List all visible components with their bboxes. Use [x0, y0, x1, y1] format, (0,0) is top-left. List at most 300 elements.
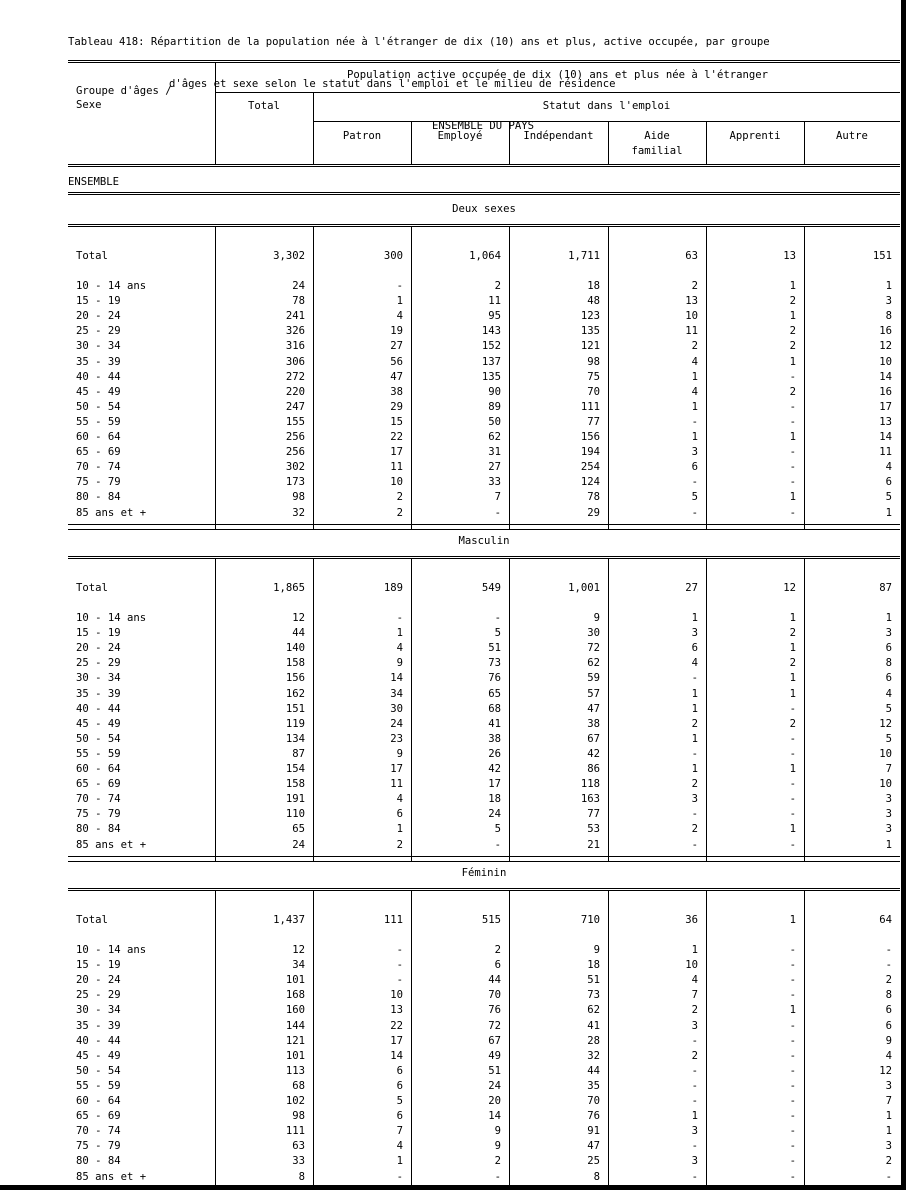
table-row-value: 10	[879, 747, 892, 760]
table-row-value: 73	[587, 989, 600, 1002]
table-row-label: 55 - 59	[76, 747, 121, 760]
table-row-value: 98	[292, 491, 305, 504]
table-row-value: 1	[789, 823, 796, 836]
table-row-value: 13	[390, 1004, 403, 1017]
table-row-value: 12	[879, 1064, 892, 1077]
table-row-value: 24	[488, 808, 501, 821]
table-row-value: 6	[396, 1079, 403, 1092]
table-row-value: 10	[685, 310, 698, 323]
table-row-value: -	[789, 989, 796, 1002]
table-row-value: 1	[691, 687, 698, 700]
table-row-label: 40 - 44	[76, 370, 121, 383]
table-row-value: 156	[580, 431, 600, 443]
table-row-value: 72	[488, 1019, 501, 1032]
table-row-value: 254	[580, 461, 600, 474]
table-row-value: 3	[691, 1019, 698, 1032]
table-row-value: 5	[885, 491, 892, 504]
table-row-value: 4	[396, 642, 403, 655]
group-title: Population active occupée de dix (10) ans et plus née à l'étranger	[347, 69, 768, 81]
table-row-label: 40 - 44	[76, 702, 121, 715]
table-row-value: 14	[390, 672, 403, 685]
table-row-label: 85 ans et +	[76, 838, 147, 851]
table-row-value: 4	[691, 385, 698, 398]
section-rule	[68, 224, 900, 227]
total-row-value: 1,001	[568, 582, 600, 594]
table-row-value: 62	[488, 431, 501, 443]
table-row-value: 158	[285, 778, 305, 791]
table-row-value: 241	[285, 310, 305, 323]
table-row-label: 65 - 69	[76, 446, 121, 459]
table-row-value: 173	[285, 476, 305, 489]
total-row-value: 36	[685, 914, 698, 926]
table-row-label: 25 - 29	[76, 325, 121, 338]
table-row-label: 15 - 19	[76, 295, 121, 308]
table-row-value: 3	[885, 808, 892, 821]
table-row-value: 1	[396, 823, 403, 836]
table-row-value: 86	[587, 763, 600, 775]
table-row-value: -	[396, 1170, 403, 1183]
table-row-value: 12	[292, 944, 305, 956]
table-row-value: 111	[580, 400, 600, 413]
table-row-value: 6	[885, 672, 892, 685]
table-row-value: 1	[789, 642, 796, 655]
table-row-value: -	[691, 808, 698, 821]
table-row-value: 8	[298, 1170, 305, 1183]
section-bottom-rule	[68, 861, 900, 862]
table-row-value: 1	[789, 431, 796, 443]
table-row-value: -	[789, 446, 796, 459]
table-row-value: 18	[587, 280, 600, 292]
col-header-aide: Aide	[644, 130, 670, 142]
table-row-value: -	[885, 1170, 892, 1183]
table-row-value: 47	[587, 1140, 600, 1153]
table-row-value: 2	[396, 838, 403, 851]
table-row-value: 9	[885, 1034, 892, 1047]
table-row-value: 6	[691, 461, 698, 474]
table-row-label: 60 - 64	[76, 431, 121, 443]
table-row-value: 2	[691, 778, 698, 791]
table-row-value: 57	[587, 687, 600, 700]
table-row-value: 163	[580, 793, 600, 806]
table-row-value: 9	[494, 1140, 501, 1153]
table-row-value: 9	[396, 747, 403, 760]
table-row-label: 60 - 64	[76, 763, 121, 775]
table-row-value: -	[885, 944, 892, 956]
total-row-value: 1,865	[273, 582, 305, 594]
table-row-value: 48	[587, 295, 600, 308]
table-row-value: 77	[587, 415, 600, 428]
table-row-value: -	[789, 1125, 796, 1138]
table-row-value: 1	[396, 1155, 403, 1168]
table-row-value: 158	[285, 657, 305, 670]
table-row-value: -	[396, 974, 403, 987]
table-row-value: -	[789, 1140, 796, 1153]
table-row-value: 3	[885, 295, 892, 308]
table-row-label: 30 - 34	[76, 340, 121, 353]
table-row-value: 33	[292, 1155, 305, 1168]
table-row-value: 102	[285, 1095, 305, 1107]
table-row-value: 137	[481, 355, 501, 368]
table-row-label: 70 - 74	[76, 793, 121, 806]
col-header-autre: Autre	[836, 130, 868, 142]
table-row-value: 44	[587, 1064, 600, 1077]
header-top-rule	[68, 60, 900, 63]
table-row-value: 10	[390, 476, 403, 489]
table-row-value: 8	[885, 989, 892, 1002]
table-row-value: 98	[587, 355, 600, 368]
table-row-value: 111	[285, 1125, 305, 1138]
table-row-value: 151	[285, 702, 305, 715]
col-header-employe: Employé	[437, 130, 483, 142]
table-row-value: 25	[587, 1155, 600, 1168]
table-row-value: 14	[879, 370, 892, 383]
table-row-value: 65	[292, 823, 305, 836]
table-row-value: 11	[390, 461, 403, 474]
table-row-label: 80 - 84	[76, 491, 121, 504]
table-row-value: 34	[390, 687, 403, 700]
table-row-value: -	[691, 1064, 698, 1077]
status-title: Statut dans l'emploi	[542, 100, 671, 112]
table-row-value: 1	[691, 732, 698, 745]
table-row-label: 10 - 14 ans	[76, 280, 147, 292]
table-row-label: 55 - 59	[76, 415, 121, 428]
table-row-value: 6	[396, 1110, 403, 1123]
table-row-value: 1	[396, 295, 403, 308]
table-row-value: 51	[488, 642, 501, 655]
table-row-value: -	[691, 1170, 698, 1183]
table-row-value: 2	[396, 506, 403, 519]
table-row-value: 42	[587, 747, 600, 760]
table-row-label: 10 - 14 ans	[76, 612, 147, 624]
table-row-value: 1	[789, 310, 796, 323]
table-row-label: 25 - 29	[76, 657, 121, 670]
table-row-value: -	[789, 370, 796, 383]
table-row-value: 12	[879, 717, 892, 730]
table-row-label: 25 - 29	[76, 989, 121, 1002]
table-row-label: 35 - 39	[76, 1019, 121, 1032]
section-bottom-rule	[68, 529, 900, 530]
table-row-value: 3	[691, 627, 698, 640]
table-row-value: -	[691, 1079, 698, 1092]
table-row-value: 6	[494, 959, 501, 972]
table-row-value: 113	[285, 1064, 305, 1077]
table-row-value: 7	[885, 763, 892, 775]
table-row-value: 41	[587, 1019, 600, 1032]
table-row-value: 3	[691, 793, 698, 806]
table-row-value: 2	[691, 280, 698, 292]
table-row-label: 50 - 54	[76, 400, 121, 413]
table-row-label: 50 - 54	[76, 732, 121, 745]
table-row-value: -	[789, 944, 796, 956]
table-row-label: 40 - 44	[76, 1034, 121, 1047]
table-row-value: 29	[587, 506, 600, 519]
table-row-value: 3	[885, 823, 892, 836]
table-row-value: -	[789, 400, 796, 413]
table-row-value: 34	[292, 959, 305, 972]
table-row-value: 6	[885, 476, 892, 489]
table-row-value: 73	[488, 657, 501, 670]
total-row-value: 3,302	[273, 250, 305, 262]
table-row-value: 38	[587, 717, 600, 730]
table-row-value: 7	[691, 989, 698, 1002]
total-row-value: 64	[879, 914, 892, 926]
table-row-value: 4	[396, 310, 403, 323]
table-row-value: 10	[879, 355, 892, 368]
table-row-value: 27	[488, 461, 501, 474]
row-label-header: Groupe d'âges /	[76, 85, 172, 97]
table-row-value: 19	[390, 325, 403, 338]
table-row-value: -	[691, 672, 698, 685]
table-row-value: 10	[685, 959, 698, 972]
table-row-value: 2	[789, 657, 796, 670]
table-row-value: 1	[885, 612, 892, 624]
table-row-value: 38	[390, 385, 403, 398]
table-row-value: 1	[691, 370, 698, 383]
table-row-value: 32	[292, 506, 305, 519]
table-row-value: 191	[285, 793, 305, 806]
table-row-value: 14	[879, 431, 892, 443]
col-header-total: Total	[248, 100, 280, 112]
table-row-value: 272	[285, 370, 305, 383]
table-row-value: 2	[789, 385, 796, 398]
table-row-value: 316	[285, 340, 305, 353]
table-row-value: 2	[885, 974, 892, 987]
table-row-value: 1	[789, 491, 796, 504]
table-row-value: 1	[789, 672, 796, 685]
table-row-value: 70	[587, 1095, 600, 1107]
table-row-value: 5	[494, 627, 501, 640]
table-row-label: 75 - 79	[76, 1140, 121, 1153]
table-row-value: 2	[691, 340, 698, 353]
table-row-value: 7	[885, 1095, 892, 1107]
table-row-value: 89	[488, 400, 501, 413]
total-row-value: 111	[383, 914, 403, 926]
total-row-label: Total	[76, 582, 108, 594]
section-rule	[68, 888, 900, 891]
header-bottom-rule	[68, 164, 900, 167]
table-row-label: 70 - 74	[76, 461, 121, 474]
table-row-value: -	[789, 702, 796, 715]
table-row-value: 15	[390, 415, 403, 428]
table-row-value: 302	[285, 461, 305, 474]
total-row-value: 13	[783, 250, 796, 262]
table-row-value: 44	[488, 974, 501, 987]
table-row-value: 194	[580, 446, 600, 459]
table-row-value: 13	[685, 295, 698, 308]
table-row-value: 53	[587, 823, 600, 836]
table-row-value: 143	[481, 325, 501, 338]
total-row-value: 1,064	[469, 250, 501, 262]
row-label-header-2: Sexe	[76, 99, 102, 111]
table-row-value: 41	[488, 717, 501, 730]
table-row-value: 1	[691, 944, 698, 956]
table-row-value: 30	[390, 702, 403, 715]
table-row-value: 12	[292, 612, 305, 624]
table-row-value: -	[789, 974, 796, 987]
table-row-value: 22	[390, 1019, 403, 1032]
table-row-value: 2	[494, 944, 501, 956]
total-row-label: Total	[76, 914, 108, 926]
table-row-value: 1	[789, 280, 796, 292]
table-row-value: 326	[285, 325, 305, 338]
table-row-value: -	[789, 476, 796, 489]
table-row-value: -	[789, 506, 796, 519]
table-row-label: 20 - 24	[76, 974, 121, 987]
table-row-value: -	[789, 1155, 796, 1168]
total-row-value: 515	[481, 914, 501, 926]
table-row-value: 42	[488, 763, 501, 775]
table-row-value: -	[789, 778, 796, 791]
table-row-value: -	[494, 506, 501, 519]
table-row-value: 4	[691, 355, 698, 368]
table-row-value: 70	[488, 989, 501, 1002]
table-row-value: -	[789, 1110, 796, 1123]
table-row-value: 2	[789, 295, 796, 308]
table-row-value: 121	[580, 340, 600, 353]
total-row-value: 549	[481, 582, 501, 594]
table-row-value: 1	[691, 431, 698, 443]
table-row-value: 72	[587, 642, 600, 655]
table-row-value: 1	[789, 1004, 796, 1017]
table-row-value: 10	[390, 989, 403, 1002]
table-row-value: 6	[396, 808, 403, 821]
table-row-value: -	[691, 476, 698, 489]
table-row-value: 14	[390, 1049, 403, 1062]
table-row-value: 152	[481, 340, 501, 353]
table-row-value: 24	[292, 838, 305, 851]
table-row-value: 24	[390, 717, 403, 730]
table-row-value: 1	[691, 763, 698, 775]
table-row-value: 4	[396, 1140, 403, 1153]
table-row-value: 27	[390, 340, 403, 353]
table-row-label: 10 - 14 ans	[76, 944, 147, 956]
table-row-value: -	[789, 1049, 796, 1062]
table-row-value: 156	[285, 672, 305, 685]
table-row-value: -	[691, 1140, 698, 1153]
table-row-value: 4	[885, 687, 892, 700]
table-row-value: 17	[390, 446, 403, 459]
table-row-value: 18	[488, 793, 501, 806]
table-row-value: 33	[488, 476, 501, 489]
table-row-value: 119	[285, 717, 305, 730]
table-row-value: 247	[285, 400, 305, 413]
table-row-value: 7	[494, 491, 501, 504]
table-row-value: 51	[587, 974, 600, 987]
table-row-value: 49	[488, 1049, 501, 1062]
section-rule	[68, 856, 900, 857]
table-row-value: 14	[488, 1110, 501, 1123]
table-row-value: 6	[885, 1019, 892, 1032]
table-row-label: 60 - 64	[76, 1095, 121, 1107]
table-row-value: 135	[481, 370, 501, 383]
table-row-label: 20 - 24	[76, 642, 121, 655]
table-row-value: 306	[285, 355, 305, 368]
table-row-value: 21	[587, 838, 600, 851]
table-row-value: 59	[587, 672, 600, 685]
table-row-value: 2	[494, 1155, 501, 1168]
title-line-3: ENSEMBLE DU PAYS	[431, 120, 535, 132]
table-row-value: 140	[285, 642, 305, 655]
table-row-value: 13	[879, 415, 892, 428]
table-row-value: 124	[580, 476, 600, 489]
table-row-value: 6	[396, 1064, 403, 1077]
table-row-value: 47	[587, 702, 600, 715]
table-row-value: 29	[390, 400, 403, 413]
table-row-value: 155	[285, 415, 305, 428]
col-header-patron: Patron	[342, 130, 382, 142]
table-row-value: 32	[587, 1049, 600, 1062]
section-rule	[68, 192, 900, 195]
table-row-value: 8	[885, 310, 892, 323]
total-row-value: 1,711	[568, 250, 600, 262]
table-row-value: 2	[494, 280, 501, 292]
table-row-label: 30 - 34	[76, 1004, 121, 1017]
table-row-value: -	[789, 1019, 796, 1032]
table-row-value: 18	[587, 959, 600, 972]
table-row-value: 12	[879, 340, 892, 353]
table-row-value: -	[396, 612, 403, 624]
table-row-value: 1	[691, 400, 698, 413]
table-row-value: 135	[580, 325, 600, 338]
table-row-label: 50 - 54	[76, 1064, 121, 1077]
table-row-value: 62	[587, 1004, 600, 1017]
table-row-value: -	[789, 1095, 796, 1107]
table-row-value: 47	[390, 370, 403, 383]
table-row-value: 31	[488, 446, 501, 459]
table-row-value: 24	[488, 1079, 501, 1092]
table-row-value: 11	[685, 325, 698, 338]
table-row-value: 77	[587, 808, 600, 821]
table-row-value: 17	[390, 763, 403, 775]
table-row-value: 28	[587, 1034, 600, 1047]
table-row-label: 80 - 84	[76, 1155, 121, 1168]
table-row-value: 9	[396, 657, 403, 670]
table-row-value: 65	[488, 687, 501, 700]
table-row-value: 76	[488, 672, 501, 685]
table-row-value: 2	[691, 717, 698, 730]
table-row-value: 24	[292, 280, 305, 292]
table-row-value: 1	[789, 687, 796, 700]
table-row-value: 35	[587, 1079, 600, 1092]
table-row-value: -	[789, 793, 796, 806]
table-row-value: 11	[488, 295, 501, 308]
table-row-value: -	[691, 838, 698, 851]
table-row-value: 68	[488, 702, 501, 715]
header-rule-3	[313, 121, 900, 122]
table-row-value: -	[691, 1095, 698, 1107]
table-row-value: 5	[885, 702, 892, 715]
total-row-value: 87	[879, 582, 892, 594]
section-rule	[68, 524, 900, 525]
table-row-value: 162	[285, 687, 305, 700]
table-row-value: 11	[879, 446, 892, 459]
col-header-aide-2: familial	[631, 145, 683, 157]
table-row-value: 5	[494, 823, 501, 836]
table-row-value: -	[789, 959, 796, 972]
table-row-value: 56	[390, 355, 403, 368]
table-row-value: 6	[885, 642, 892, 655]
table-row-value: -	[789, 838, 796, 851]
table-row-value: -	[789, 415, 796, 428]
ensemble-label: ENSEMBLE	[68, 176, 120, 188]
table-row-value: 44	[292, 627, 305, 640]
table-row-value: 20	[488, 1095, 501, 1107]
table-row-value: -	[691, 415, 698, 428]
table-row-value: 17	[390, 1034, 403, 1047]
table-row-value: 23	[390, 732, 403, 745]
table-row-label: 65 - 69	[76, 1110, 121, 1123]
table-row-value: -	[494, 1170, 501, 1183]
